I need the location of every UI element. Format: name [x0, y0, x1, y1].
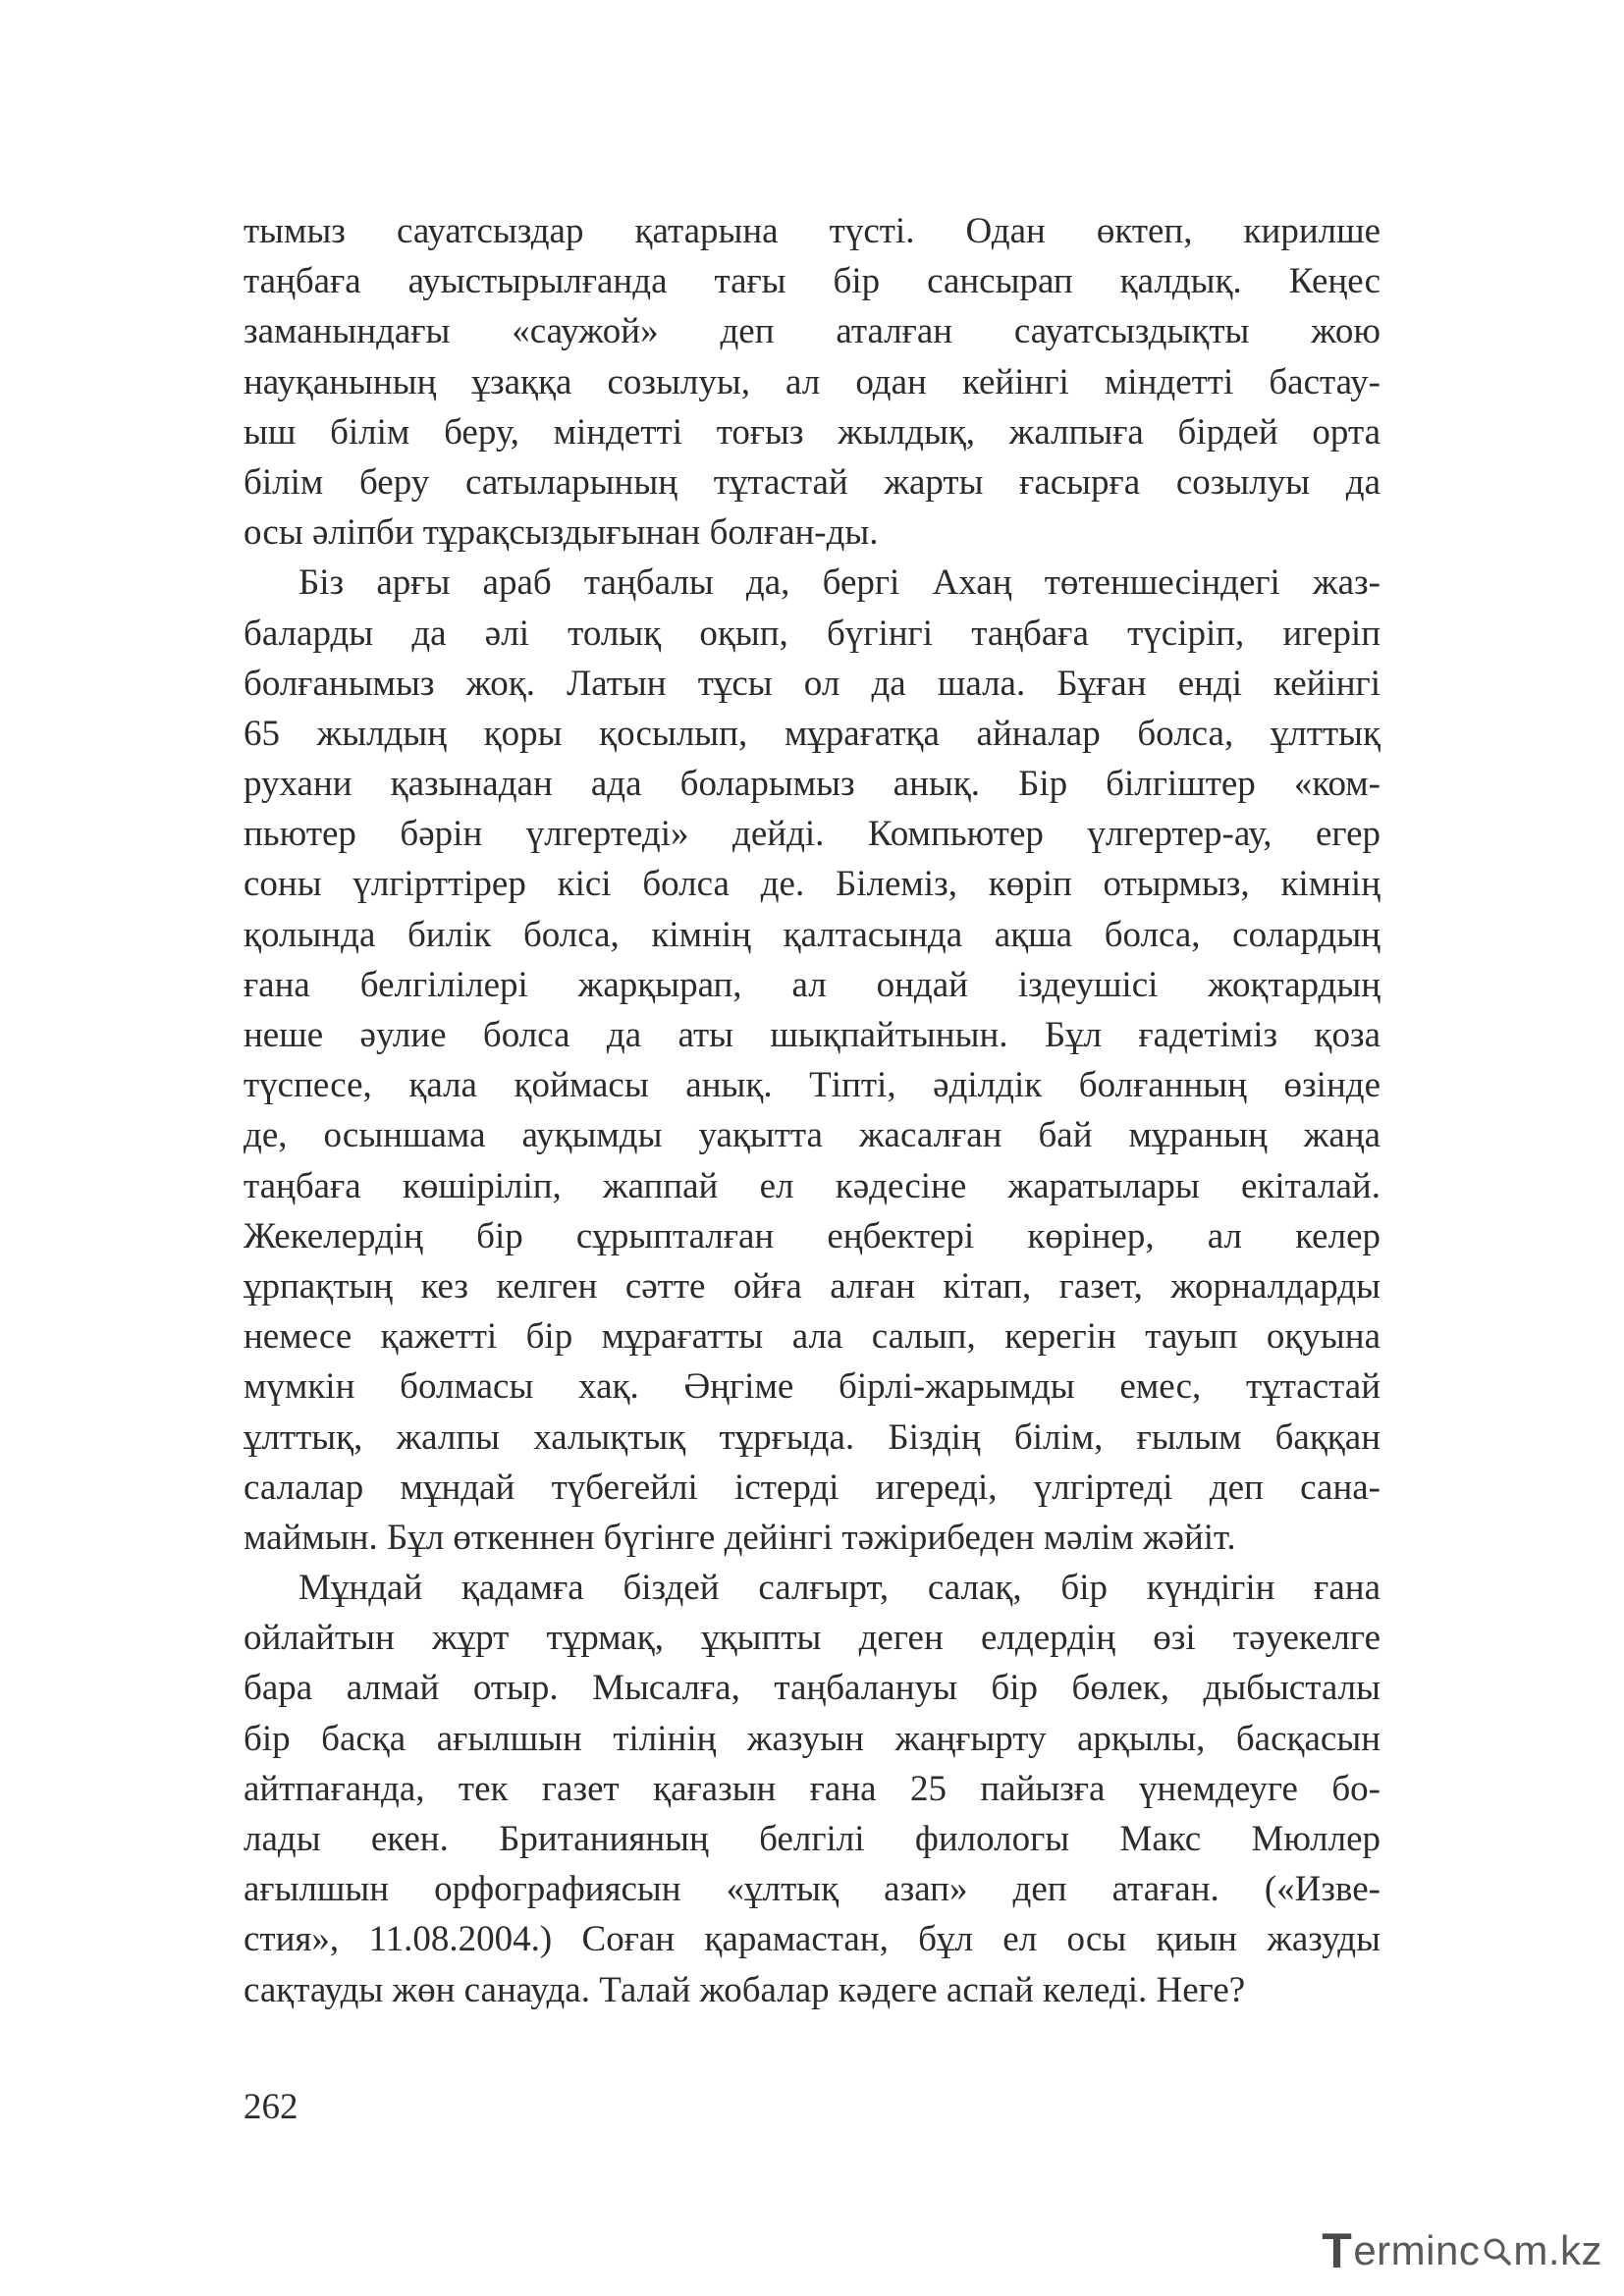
watermark-text-part1: erminc — [1353, 2227, 1481, 2273]
text-line: 65 жылдың қоры қосылып, мұрағатқа айналар болса, ұлттық — [244, 713, 1380, 754]
text-line: мүмкін болмасы хақ. Әңгіме бірлі-жарымды емес, тұтастай — [244, 1366, 1380, 1408]
text-line: неше әулие болса да аты шықпайтынын. Бұл ғадетіміз қоза — [244, 1015, 1380, 1055]
text-line: осы әліпби тұрақсыздығынан болған-ды. — [244, 512, 879, 554]
text-line: Жекелердің бір сұрыпталған еңбектері көрінер, ал келер — [244, 1215, 1380, 1256]
text-line: науқанының ұзаққа созылуы, ал одан кейінгі міндетті бастау- — [244, 361, 1380, 402]
text-line: ұрпақтың кез келген сәтте ойға алған кітап, газет, жорналдарды — [244, 1265, 1380, 1307]
text-line: ғана белгілілері жарқырап, ал ондай іздеушісі жоқтардың — [244, 964, 1380, 1005]
text-line: рухани қазынадан ада боларымыз анық. Бір білгіштер «ком- — [244, 764, 1380, 805]
text-line: сақтауды жөн санауда. Талай жобалар кәдеге аспай келеді. Неге? — [244, 1969, 1246, 2010]
text-line: немесе қажетті бір мұрағатты ала салып, керегін тауып оқуына — [244, 1316, 1380, 1358]
text-line: қолында билік болса, кімнің қалтасында ақша болса, солардың — [244, 914, 1380, 955]
watermark-text-part2: m.kz — [1513, 2227, 1602, 2273]
text-line: пьютер бәрін үлгертеді» дейді. Компьютер үлгертер-ау, егер — [244, 814, 1380, 855]
magnifier-o-icon — [1481, 2235, 1512, 2267]
text-line: айтпағанда, тек газет қағазын ғана 25 пайызға үнемдеуге бо- — [244, 1768, 1380, 1809]
text-line: Біз арғы араб таңбалы да, бергі Ахаң төтеншесіндегі жаз- — [298, 562, 1380, 604]
text-line: заманындағы «саужой» деп аталған сауатсыздықты жою — [244, 311, 1380, 352]
text-line: тымыз сауатсыздар қатарына түсті. Одан өктеп, кирилше — [244, 211, 1380, 251]
text-line: соны үлгірттірер кісі болса де. Білеміз, көріп отырмыз, кімнің — [244, 864, 1380, 905]
text-line: білім беру сатыларының тұтастай жарты ғасырға созылуы да — [244, 461, 1380, 503]
text-line: салалар мұндай түбегейлі істерді игереді, үлгіртеді деп сана- — [244, 1467, 1380, 1508]
text-line: де, осыншама ауқымды уақытта жасалған бай мұраның жаңа — [244, 1115, 1380, 1156]
text-line: бір басқа ағылшын тілінің жазуын жаңғырту арқылы, басқасын — [244, 1718, 1380, 1759]
paragraph — [244, 206, 1380, 558]
paragraph — [244, 558, 1380, 1563]
text-line: маймын. Бұл өткеннен бүгінге дейінгі тәжірибеден мәлім жәйіт. — [244, 1517, 1236, 1558]
text-line: таңбаға көшіріліп, жаппай ел кәдесіне жаратылары екіталай. — [244, 1165, 1380, 1206]
text-line: стия», 11.08.2004.) Соған қарамастан, бұл ел осы қиын жазуды — [244, 1919, 1380, 1960]
paragraph — [244, 1563, 1380, 2015]
text-line: ойлайтын жұрт тұрмақ, ұқыпты деген елдердің өзі тәуекелге — [244, 1618, 1380, 1659]
text-line: лады екен. Британияның белгілі филологы Макс Мюллер — [244, 1819, 1380, 1859]
text-line: баларды да әлі толық оқып, бүгінгі таңбаға түсіріп, игеріп — [244, 613, 1380, 654]
page-number: 262 — [244, 2087, 298, 2127]
text-line: түспесе, қала қоймасы анық. Тіпті, әділдік болғанның өзінде — [244, 1065, 1380, 1106]
watermark-letter-t: T — [1322, 2223, 1353, 2278]
text-line: болғанымыз жоқ. Латын тұсы ол да шала. Бұған енді кейінгі — [244, 663, 1380, 704]
text-line: таңбаға ауыстырылғанда тағы бір сансырап қалдық. Кеңес — [244, 261, 1380, 302]
text-line: бара алмай отыр. Мысалға, таңбалануы бір бөлек, дыбысталы — [244, 1668, 1380, 1709]
termincom-watermark-logo — [1322, 2221, 1602, 2280]
body-text — [244, 206, 1380, 2015]
text-line: ұлттық, жалпы халықтық тұрғыда. Біздің білім, ғылым баққан — [244, 1416, 1380, 1458]
text-line: ағылшын орфографиясын «ұлтық азап» деп атаған. («Изве- — [244, 1869, 1380, 1910]
text-line: ыш білім беру, міндетті тоғыз жылдық, жалпыға бірдей орта — [244, 411, 1380, 453]
text-line: Мұндай қадамға біздей салғырт, салақ, бір күндігін ғана — [298, 1568, 1380, 1609]
